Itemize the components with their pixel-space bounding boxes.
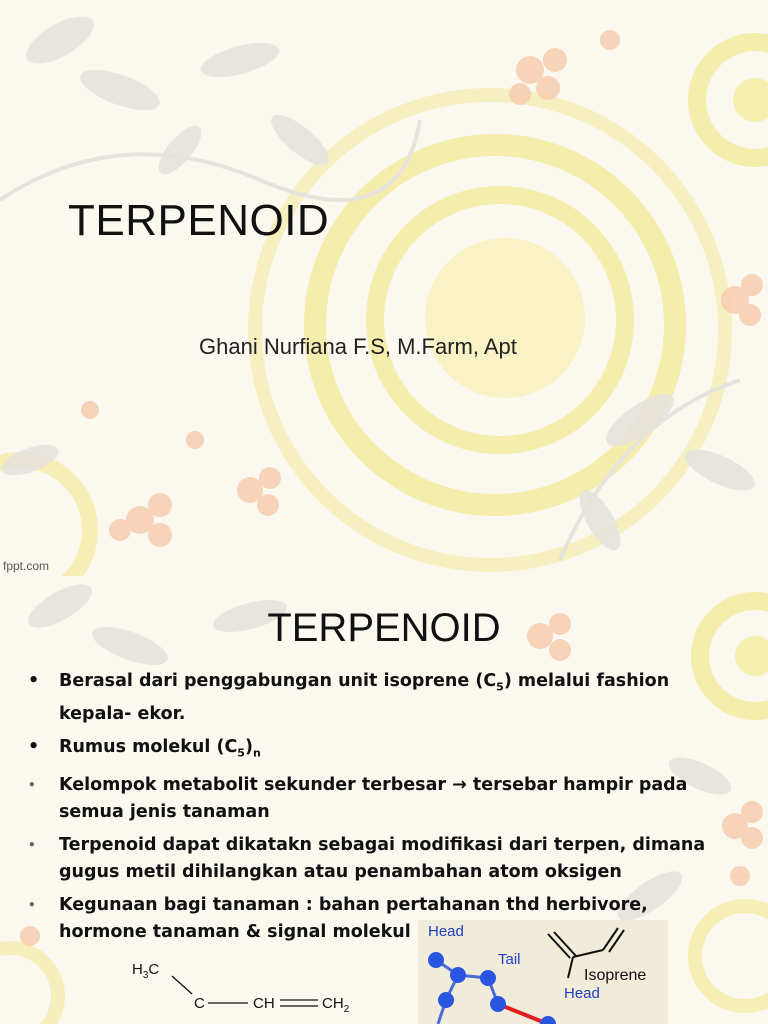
isoprene-label: Isoprene — [584, 967, 647, 984]
bullet-list — [28, 668, 728, 952]
bullet-marker: • — [28, 736, 40, 757]
ch2-label: $CH_2$ — [322, 995, 350, 1015]
watermark: fppt.com — [3, 559, 50, 573]
bullet-marker: • — [28, 671, 40, 691]
content-slide — [0, 576, 768, 1024]
tail-label: Tail — [498, 951, 521, 968]
carbon-label: C — [194, 995, 205, 1012]
bullet-marker: • — [28, 898, 36, 912]
slide-title: TERPENOID — [267, 606, 501, 650]
bullet-text: Rumus molekul (C — [59, 736, 238, 757]
bullet-marker: • — [28, 838, 36, 852]
bullet-item — [28, 772, 728, 826]
bullet-item — [28, 832, 728, 886]
head-label: Head — [564, 985, 600, 1002]
bullet-text: ) melalui fashion kepala- ekor. — [59, 671, 670, 724]
subscript: 5 — [237, 746, 245, 759]
atom-sphere — [490, 996, 506, 1012]
bullet-marker: • — [28, 778, 36, 792]
isoprene-structure — [120, 956, 380, 1024]
slide-title: TERPENOID — [68, 196, 330, 245]
bullet-item — [28, 734, 728, 767]
bullet-text: Terpenoid dapat dikatakn sebagai modifikasi dari terpen, dimana gugus metil dihilangkan atau penambahan atom oksigen — [59, 835, 706, 882]
atom-sphere — [480, 970, 496, 986]
bullet-text: Kelompok metabolit sekunder terbesar → tersebar hampir pada semua jenis tanaman — [59, 775, 688, 822]
ch-label: CH — [253, 995, 275, 1012]
atom-sphere — [450, 967, 466, 983]
atom-sphere — [428, 952, 444, 968]
bullet-text: Kegunaan bagi tanaman : bahan pertahanan thd herbivore, hormone tanaman & signal molekul — [59, 895, 648, 942]
bullet-text: ) — [244, 736, 253, 757]
author-name: Ghani Nurfiana F.S, M.Farm, Apt — [199, 334, 517, 359]
subscript: n — [252, 746, 261, 759]
atom-sphere — [438, 992, 454, 1008]
head-label: Head — [428, 923, 464, 940]
subscript: 5 — [496, 680, 504, 694]
h3c-label: $H_3C$ — [132, 961, 160, 981]
isoprene-head-tail-figure — [418, 920, 668, 1024]
bullet-item — [28, 668, 728, 728]
bullet-text: Berasal dari penggabungan unit isoprene (C — [59, 671, 497, 691]
